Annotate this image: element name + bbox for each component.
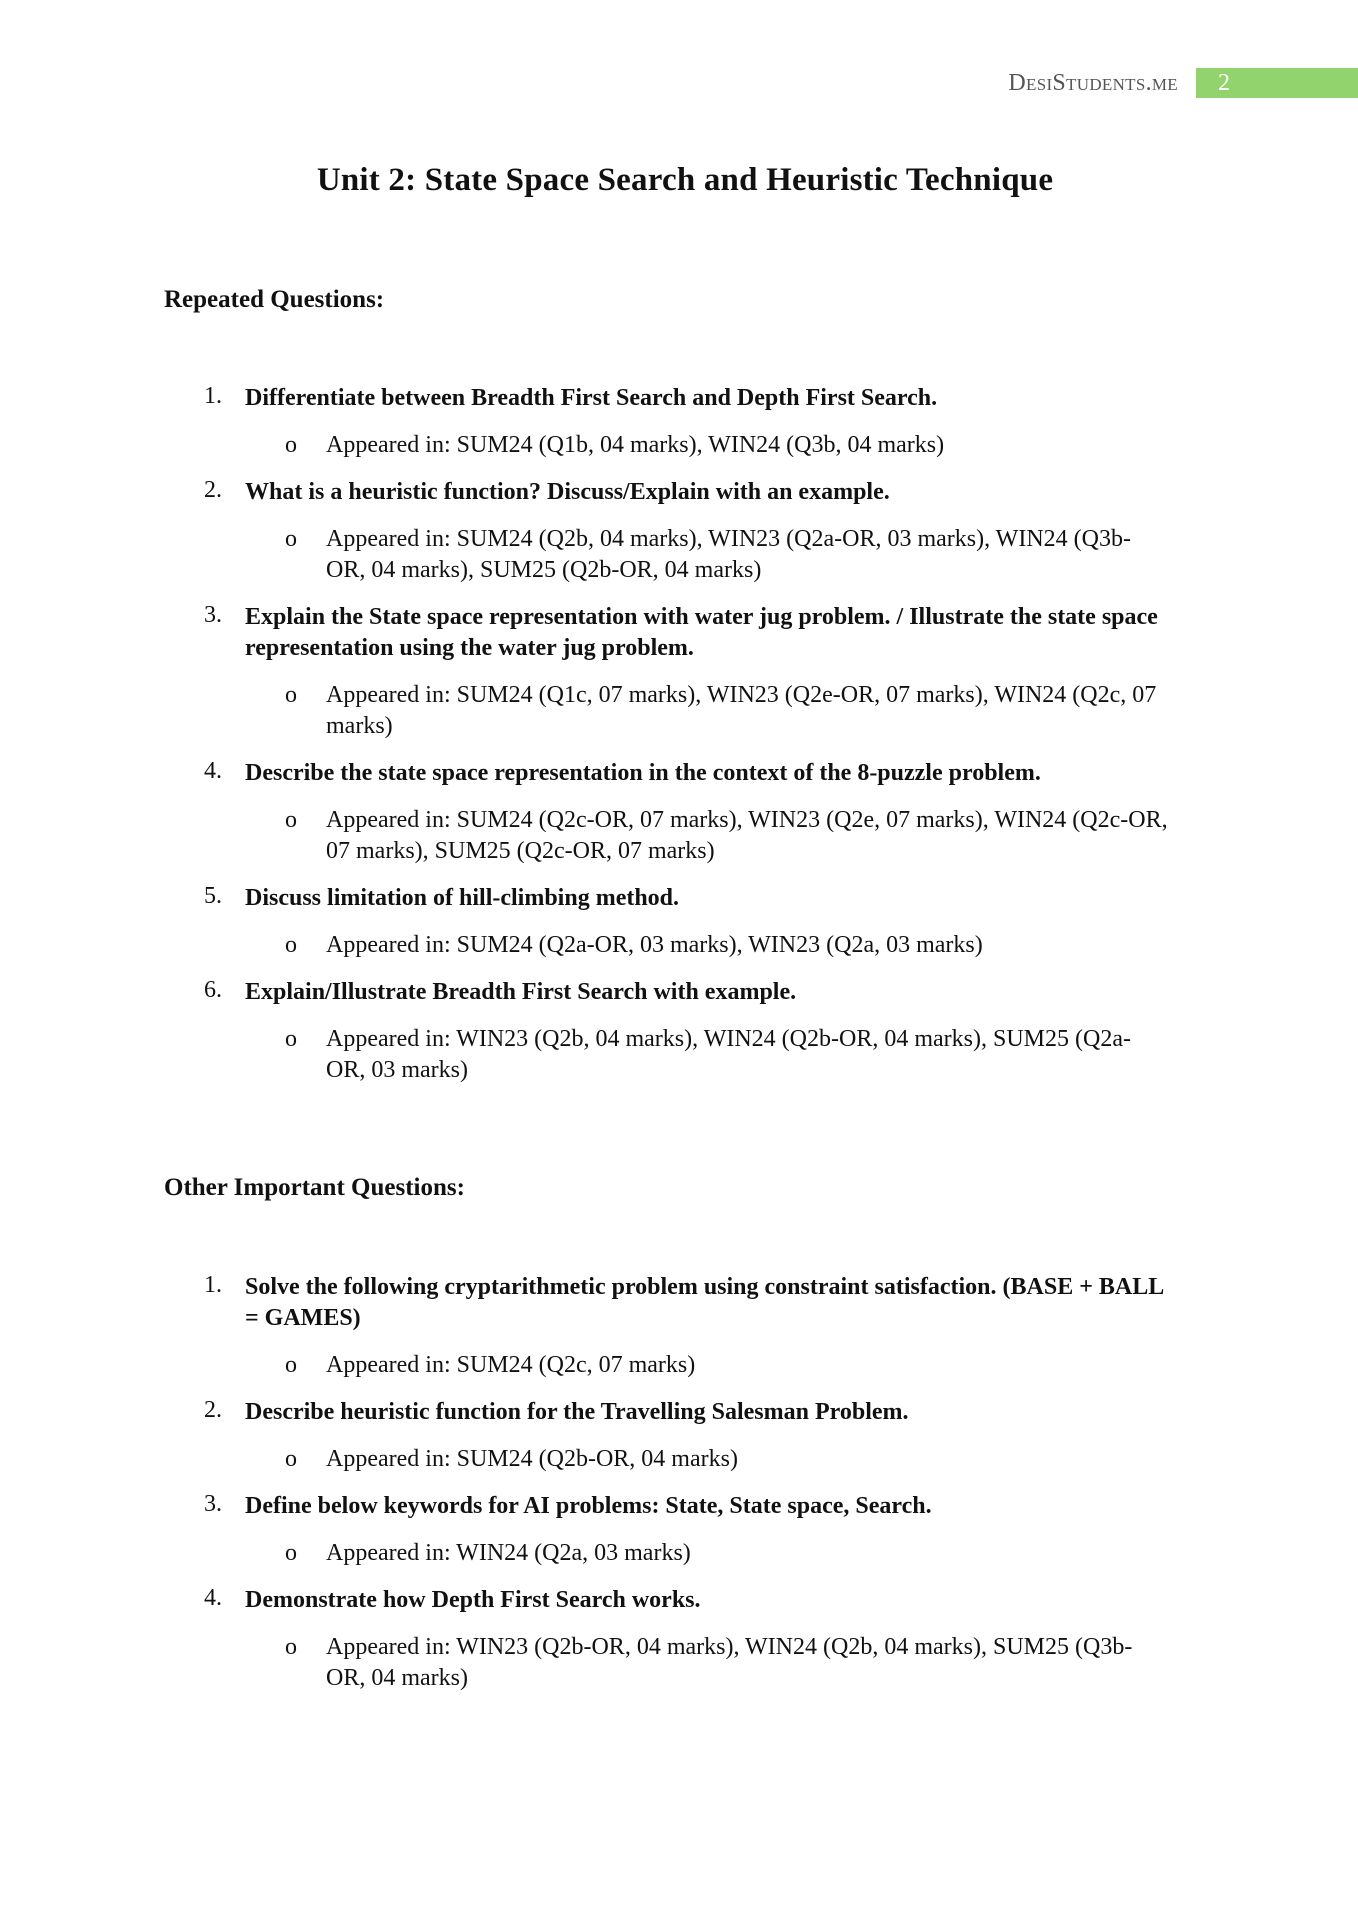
list-item — [0, 602, 1170, 742]
appearance-note — [245, 1538, 1170, 1569]
bullet-icon: o — [285, 1540, 297, 1566]
appearance-text: Appeared in: WIN23 (Q2b, 04 marks), WIN24 (Q2b-OR, 04 marks), SUM25 (Q2a-OR, 03 marks) — [326, 1026, 1131, 1083]
other-questions-heading: Other Important Questions: — [164, 1174, 465, 1201]
list-item — [0, 758, 1170, 867]
bullet-icon: o — [285, 1634, 297, 1660]
appearance-text: Appeared in: SUM24 (Q2c, 07 marks) — [326, 1352, 696, 1378]
question-number: 4. — [204, 1585, 222, 1611]
question-text: What is a heuristic function? Discuss/Explain with an example. — [245, 479, 890, 505]
list-item — [0, 477, 1170, 586]
repeated-questions-heading: Repeated Questions: — [164, 286, 385, 313]
question-text: Describe the state space representation in the context of the 8-puzzle problem. — [245, 760, 1041, 786]
appearance-text: Appeared in: SUM24 (Q1b, 04 marks), WIN24 (Q3b, 04 marks) — [326, 432, 945, 458]
appearance-note — [245, 805, 1170, 867]
question-text: Define below keywords for AI problems: State, State space, Search. — [245, 1493, 932, 1519]
bullet-icon: o — [285, 932, 297, 958]
question-text: Differentiate between Breadth First Search and Depth First Search. — [245, 385, 938, 411]
appearance-note — [245, 1350, 1170, 1381]
question-number: 4. — [204, 758, 222, 784]
question-number: 3. — [204, 602, 222, 628]
appearance-text: Appeared in: SUM24 (Q2a-OR, 03 marks), WIN23 (Q2a, 03 marks) — [326, 932, 983, 958]
question-number: 2. — [204, 477, 222, 503]
appearance-note — [245, 524, 1170, 586]
appearance-note — [245, 1024, 1170, 1086]
page-number: 2 — [1196, 68, 1358, 98]
question-text: Explain the State space representation with water jug problem. / Illustrate the state space representation using the water jug problem. — [245, 604, 1158, 661]
page-header — [1008, 68, 1358, 98]
question-text: Demonstrate how Depth First Search works. — [245, 1587, 701, 1613]
question-number: 1. — [204, 1272, 222, 1298]
question-number: 1. — [204, 383, 222, 409]
appearance-note — [245, 1632, 1170, 1694]
appearance-note — [245, 680, 1170, 742]
appearance-text: Appeared in: SUM24 (Q2c-OR, 07 marks), WIN23 (Q2e, 07 marks), WIN24 (Q2c-OR, 07 marks), SUM25 (Q2c-OR, 07 marks) — [326, 807, 1168, 864]
appearance-text: Appeared in: WIN23 (Q2b-OR, 04 marks), WIN24 (Q2b, 04 marks), SUM25 (Q3b-OR, 04 marks) — [326, 1634, 1133, 1691]
list-item — [0, 383, 1170, 461]
page-title: Unit 2: State Space Search and Heuristic Technique — [316, 162, 1054, 198]
site-name: DesiStudents.me — [1008, 70, 1178, 96]
bullet-icon: o — [285, 682, 297, 708]
appearance-note — [245, 1444, 1170, 1475]
question-text: Solve the following cryptarithmetic problem using constraint satisfaction. (BASE + BALL = GAMES) — [245, 1274, 1163, 1331]
appearance-note — [245, 430, 1170, 461]
appearance-text: Appeared in: SUM24 (Q2b-OR, 04 marks) — [326, 1446, 738, 1472]
list-item — [0, 1397, 1170, 1475]
bullet-icon: o — [285, 1446, 297, 1472]
question-text: Discuss limitation of hill-climbing method. — [245, 885, 680, 911]
appearance-note — [245, 930, 1170, 961]
bullet-icon: o — [285, 807, 297, 833]
bullet-icon: o — [285, 1352, 297, 1378]
question-text: Describe heuristic function for the Travelling Salesman Problem. — [245, 1399, 909, 1425]
repeated-questions-list — [0, 383, 1358, 1102]
list-item — [0, 1491, 1170, 1569]
question-number: 2. — [204, 1397, 222, 1423]
appearance-text: Appeared in: SUM24 (Q2b, 04 marks), WIN23 (Q2a-OR, 03 marks), WIN24 (Q3b-OR, 04 marks), SUM25 (Q2b-OR, 04 marks) — [326, 526, 1131, 583]
appearance-text: Appeared in: SUM24 (Q1c, 07 marks), WIN23 (Q2e-OR, 07 marks), WIN24 (Q2c, 07 marks) — [326, 682, 1157, 739]
bullet-icon: o — [285, 432, 297, 458]
appearance-text: Appeared in: WIN24 (Q2a, 03 marks) — [326, 1540, 691, 1566]
list-item — [0, 977, 1170, 1086]
list-item — [0, 1585, 1170, 1694]
list-item — [0, 883, 1170, 961]
question-number: 6. — [204, 977, 222, 1003]
question-number: 5. — [204, 883, 222, 909]
list-item — [0, 1272, 1170, 1381]
bullet-icon: o — [285, 1026, 297, 1052]
bullet-icon: o — [285, 526, 297, 552]
question-number: 3. — [204, 1491, 222, 1517]
other-questions-list — [0, 1272, 1358, 1710]
question-text: Explain/Illustrate Breadth First Search with example. — [245, 979, 797, 1005]
